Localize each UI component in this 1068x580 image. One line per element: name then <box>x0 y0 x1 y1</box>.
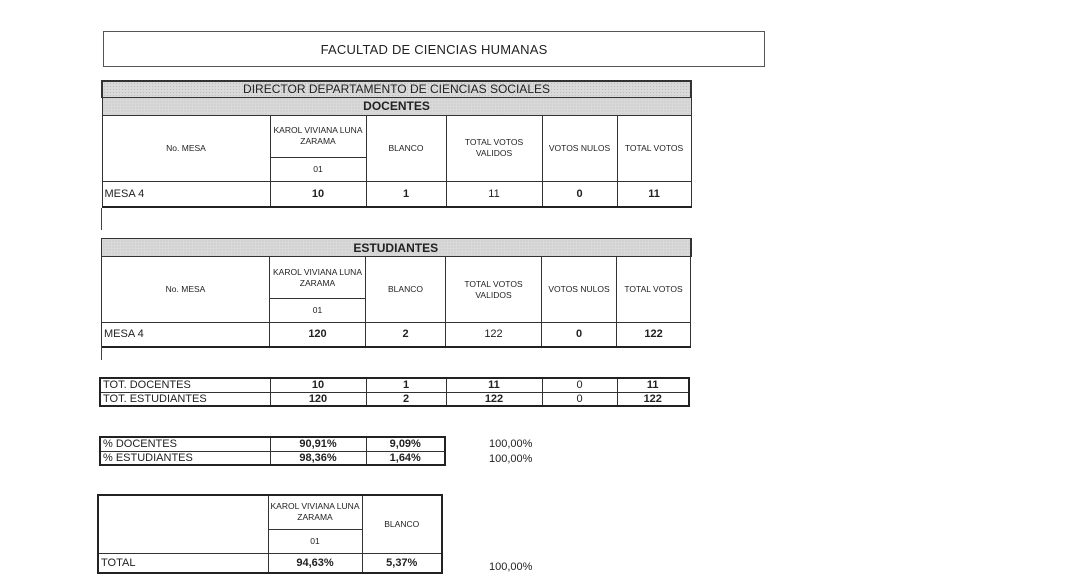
estudiantes-table <box>101 238 692 348</box>
pct-docentes-sum: 100,00% <box>489 438 533 450</box>
col-blanco-header: BLANCO <box>366 115 446 181</box>
docentes-row-blanco: 1 <box>366 181 446 207</box>
estudiantes-row-nulos: 0 <box>542 323 617 347</box>
docentes-row-total: 11 <box>617 181 691 207</box>
col-mesa-header: No. MESA <box>102 115 270 181</box>
tot-docentes-nulos: 0 <box>542 378 617 392</box>
election-title: DIRECTOR DEPARTAMENTO DE CIENCIAS SOCIALES <box>102 81 691 97</box>
tot-docentes-candidate: 10 <box>270 378 366 392</box>
docentes-row-nulos: 0 <box>542 181 617 207</box>
docentes-table <box>101 80 692 208</box>
final-blanco-header: BLANCO <box>362 495 442 553</box>
col-candidate-number: 01 <box>270 157 366 181</box>
pct-estudiantes-blanco: 1,64% <box>366 451 445 465</box>
tot-estudiantes-total: 122 <box>617 392 689 406</box>
tot-docentes-validos: 11 <box>446 378 542 392</box>
tot-docentes-label: TOT. DOCENTES <box>100 378 270 392</box>
left-rule <box>101 346 102 360</box>
col-candidate-header: KAROL VIVIANA LUNA ZARAMA <box>270 115 366 157</box>
final-candidate-number: 01 <box>268 529 362 553</box>
final-candidate-pct: 94,63% <box>268 553 362 573</box>
totals-table <box>99 377 690 407</box>
estudiantes-row-mesa: MESA 4 <box>102 323 270 347</box>
final-table <box>97 494 443 574</box>
pct-docentes-blanco: 9,09% <box>366 437 445 451</box>
page-title: FACULTAD DE CIENCIAS HUMANAS <box>320 41 548 57</box>
page-title-box <box>103 31 765 67</box>
col-candidate-header: KAROL VIVIANA LUNA ZARAMA <box>270 257 366 299</box>
estudiantes-row-total: 122 <box>617 323 691 347</box>
tot-estudiantes-blanco: 2 <box>366 392 446 406</box>
pct-estudiantes-label: % ESTUDIANTES <box>100 451 270 465</box>
pct-docentes-candidate: 90,91% <box>270 437 366 451</box>
final-sum: 100,00% <box>489 561 533 573</box>
final-total-label: TOTAL <box>98 553 268 573</box>
estudiantes-title: ESTUDIANTES <box>102 239 691 257</box>
col-mesa-header: No. MESA <box>102 257 270 323</box>
estudiantes-row-candidate: 120 <box>270 323 366 347</box>
percentages-table <box>99 436 446 466</box>
tot-docentes-total: 11 <box>617 378 689 392</box>
col-nulos-header: VOTOS NULOS <box>542 257 617 323</box>
estudiantes-row-validos: 122 <box>446 323 542 347</box>
tot-estudiantes-nulos: 0 <box>542 392 617 406</box>
col-validos-header: TOTAL VOTOS VALIDOS <box>446 115 542 181</box>
tot-estudiantes-candidate: 120 <box>270 392 366 406</box>
pct-estudiantes-candidate: 98,36% <box>270 451 366 465</box>
docentes-title: DOCENTES <box>102 97 691 115</box>
tot-docentes-blanco: 1 <box>366 378 446 392</box>
final-empty-cell <box>98 495 268 553</box>
tot-estudiantes-label: TOT. ESTUDIANTES <box>100 392 270 406</box>
final-candidate-header: KAROL VIVIANA LUNA ZARAMA <box>268 495 362 529</box>
col-validos-header: TOTAL VOTOS VALIDOS <box>446 257 542 323</box>
docentes-row-mesa: MESA 4 <box>102 181 270 207</box>
estudiantes-row-blanco: 2 <box>366 323 446 347</box>
col-total-header: TOTAL VOTOS <box>617 257 691 323</box>
tot-estudiantes-validos: 122 <box>446 392 542 406</box>
left-rule <box>101 208 102 230</box>
docentes-row-candidate: 10 <box>270 181 366 207</box>
pct-docentes-label: % DOCENTES <box>100 437 270 451</box>
docentes-row-validos: 11 <box>446 181 542 207</box>
final-blanco-pct: 5,37% <box>362 553 442 573</box>
col-nulos-header: VOTOS NULOS <box>542 115 617 181</box>
pct-estudiantes-sum: 100,00% <box>489 453 533 465</box>
col-blanco-header: BLANCO <box>366 257 446 323</box>
col-total-header: TOTAL VOTOS <box>617 115 691 181</box>
col-candidate-number: 01 <box>270 299 366 323</box>
